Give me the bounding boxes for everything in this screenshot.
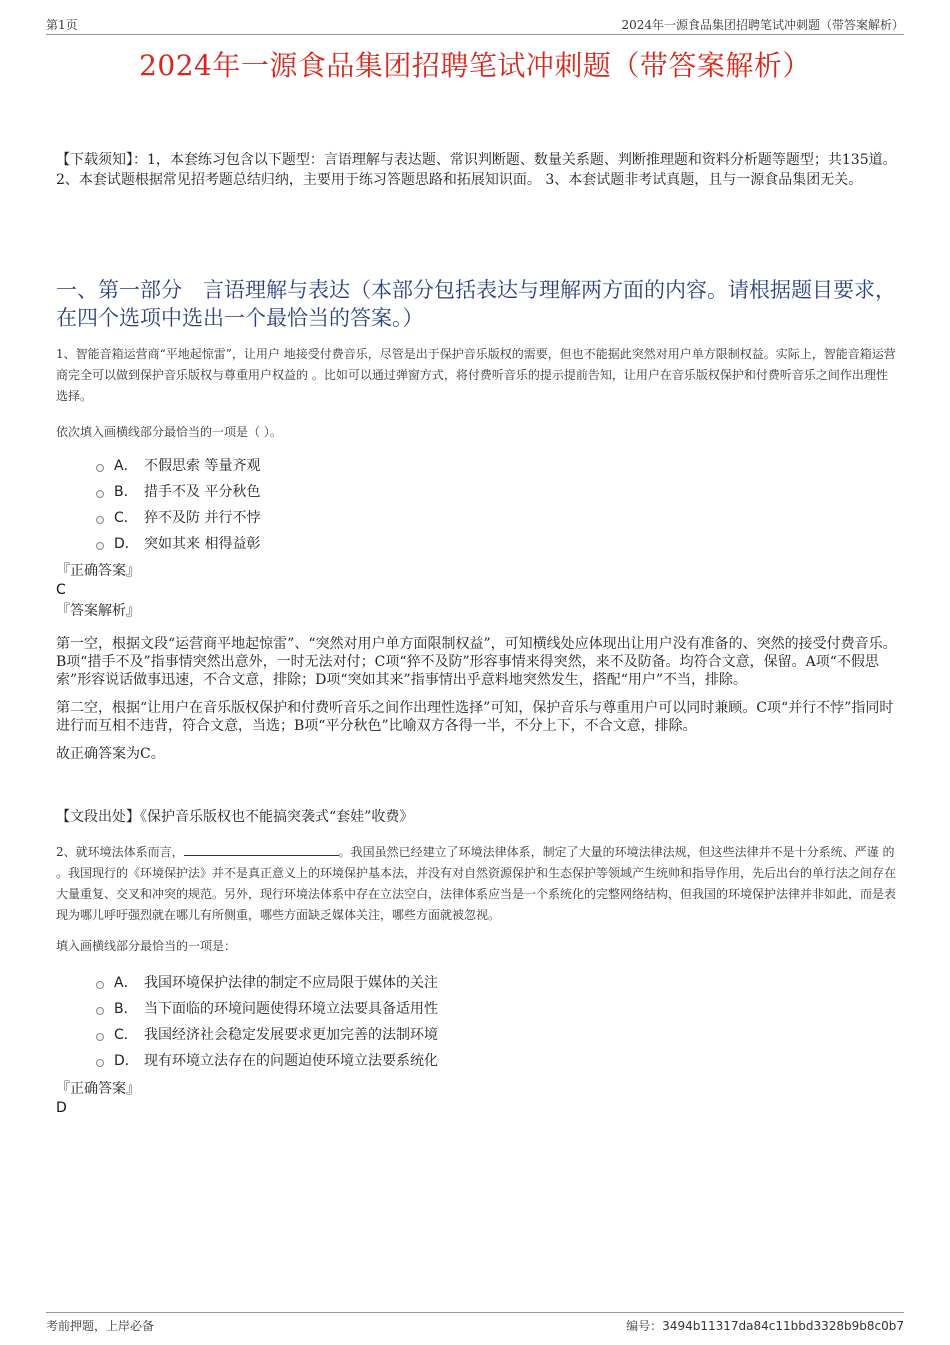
option-text: 突如其来 相得益彰 — [144, 536, 261, 552]
question-1-option-d[interactable] — [96, 530, 796, 556]
radio-button[interactable] — [96, 1059, 104, 1067]
question-1-option-a[interactable] — [96, 452, 796, 478]
question-2-prompt: 填入画横线部分最恰当的一项是： — [56, 939, 237, 953]
option-letter: B． — [114, 484, 138, 500]
option-text: 当下面临的环境问题使得环境立法要具备适用性 — [144, 1001, 438, 1017]
option-letter: A． — [114, 975, 138, 991]
analysis-conclusion: 故正确答案为C。 — [56, 746, 165, 762]
radio-button[interactable] — [96, 516, 104, 524]
option-letter: D． — [114, 536, 139, 552]
question-2-text-rest: 。我国虽然已经建立了环境法律体系，制定了大量的环境法律法规，但这些法律并不是十分系统、严谨 的 。我国现行的《环境保护法》并不是真正意义上的环境保护基本法，并没有对自然资源保护和生态保护等领域产生统帅和指导作用，先后出台的单行法之间存在大量重复、交叉和冲突的规范。另外，现行环境法体系中存在立法空白，法律体系应当是一个系统化的完整网络结构，但我国的环境保护法律并非如此，而是表现为哪儿呼吁强烈就在哪儿有所侧重，哪些方面缺乏媒体关注，哪些方面就被忽视。 — [56, 845, 897, 922]
question-1-answer-label: 『正确答案』 — [56, 563, 140, 579]
option-text: 我国经济社会稳定发展要求更加完善的法制环境 — [144, 1027, 438, 1043]
question-1-source: 【文段出处】《保护音乐版权也不能搞突袭式“套娃”收费》 — [56, 809, 414, 825]
radio-button[interactable] — [96, 1007, 104, 1015]
radio-button[interactable] — [96, 490, 104, 498]
question-2-option-b[interactable] — [96, 995, 796, 1021]
option-letter: C． — [114, 1027, 138, 1043]
question-2-option-c[interactable] — [96, 1021, 796, 1047]
footer-code-value: 3494b11317da84c11bbd3328b9b8c0b7 — [662, 1319, 904, 1333]
question-1-text: 1、智能音箱运营商“平地起惊雷”，让用户 地接受付费音乐，尽管是出于保护音乐版权的需要，但也不能据此突然对用户单方限制权益。实际上，智能音箱运营商完全可以做到保护音乐版权与尊重用户权益的 。比如可以通过弹窗方式，将付费听音乐的提示提前告知，让用户在音乐版权保护和付费听音乐之间作出理性选择。 — [56, 347, 896, 403]
radio-button[interactable] — [96, 981, 104, 989]
option-text: 措手不及 平分秋色 — [144, 484, 261, 500]
question-2-text-start: 2、就环境法体系而言， — [56, 845, 184, 859]
page-footer — [46, 1312, 904, 1335]
page-header — [46, 14, 904, 35]
header-doc-title: 2024年一源食品集团招聘笔试冲刺题（带答案解析） — [621, 18, 904, 32]
footer-code — [626, 1317, 904, 1334]
section-heading: 一、第一部分 言语理解与表达（本部分包括表达与理解两方面的内容。请根据题目要求，在四个选项中选出一个最恰当的答案。） — [56, 278, 896, 330]
question-1-answer: C — [56, 582, 66, 598]
option-letter: A． — [114, 458, 138, 474]
option-letter: C． — [114, 510, 138, 526]
option-text: 我国环境保护法律的制定不应局限于媒体的关注 — [144, 975, 438, 991]
question-2-answer-label: 『正确答案』 — [56, 1081, 140, 1097]
option-text: 不假思索 等量齐观 — [144, 458, 261, 474]
question-1-prompt: 依次填入画横线部分最恰当的一项是（ ）。 — [56, 425, 282, 439]
question-2-answer: D — [56, 1100, 67, 1116]
radio-button[interactable] — [96, 464, 104, 472]
radio-button[interactable] — [96, 1033, 104, 1041]
question-2-options — [96, 969, 796, 1073]
option-letter: D． — [114, 1053, 139, 1069]
download-notice: 【下载须知】：1，本套练习包含以下题型：言语理解与表达题、常识判断题、数量关系题、判断推理题和资料分析题等题型；共135道。 2、本套试题根据常见招考题总结归纳，主要用于练习答题思路和拓展知识面。 3、本套试题非考试真题，且与一源食品集团无关。 — [56, 152, 897, 188]
analysis-paragraph-2: 第二空，根据“让用户在音乐版权保护和付费听音乐之间作出理性选择”可知，保护音乐与尊重用户可以同时兼顾。C项“并行不悖”指同时进行而互相不违背，符合文意，当选；B项“平分秋色”比喻双方各得一半，不分上下，不合文意，排除。 — [56, 700, 894, 734]
question-2-option-d[interactable] — [96, 1047, 796, 1073]
option-letter: B． — [114, 1001, 138, 1017]
question-1-option-c[interactable] — [96, 504, 796, 530]
footer-code-label: 编号： — [626, 1319, 663, 1333]
radio-button[interactable] — [96, 542, 104, 550]
question-1-option-b[interactable] — [96, 478, 796, 504]
document-title: 2024年一源食品集团招聘笔试冲刺题（带答案解析） — [139, 49, 811, 82]
analysis-paragraph-1: 第一空，根据文段“运营商平地起惊雷”、“突然对用户单方面限制权益”，可知横线处应体现出让用户没有准备的、突然的接受付费音乐。B项“措手不及”指事情突然出意外，一时无法对付；C项“猝不及防”形容事情来得突然，来不及防备。均符合文意，保留。A项“不假思索”形容说话做事迅速，不合文意，排除；D项“突如其来”指事情出乎意料地突然发生，搭配“用户”不当，排除。 — [56, 636, 897, 688]
question-1-options — [96, 452, 796, 556]
question-1-analysis-label: 『答案解析』 — [56, 603, 140, 619]
fill-in-blank — [184, 844, 339, 856]
question-1-analysis — [56, 635, 898, 763]
option-text: 现有环境立法存在的问题迫使环境立法要系统化 — [144, 1053, 438, 1069]
footer-slogan: 考前押题，上岸必备 — [46, 1319, 155, 1333]
page-number: 第1页 — [46, 18, 78, 32]
question-2-text — [56, 842, 898, 926]
question-2-option-a[interactable] — [96, 969, 796, 995]
option-text: 猝不及防 并行不悖 — [144, 510, 261, 526]
